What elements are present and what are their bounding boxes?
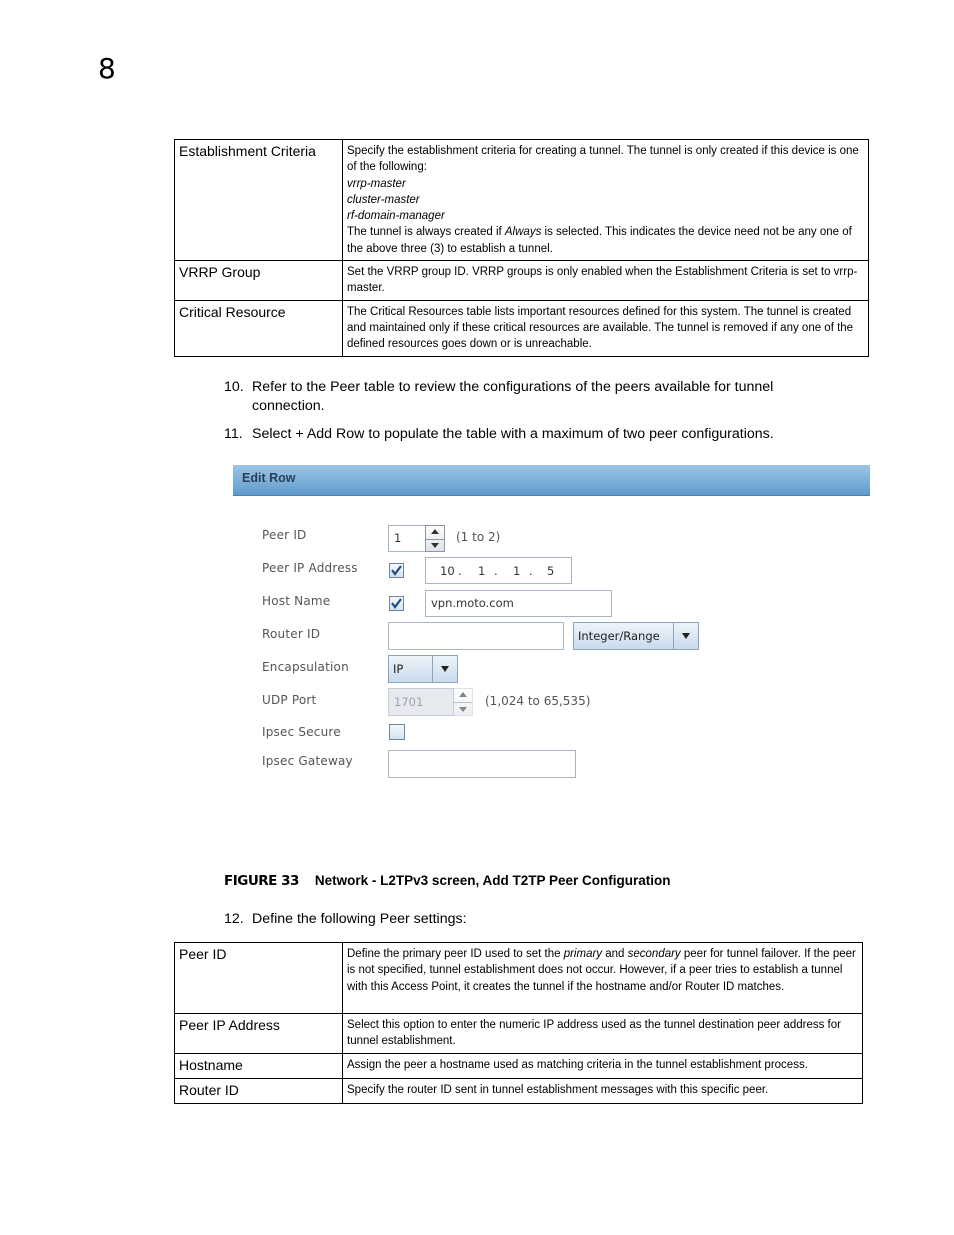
- description-text: The tunnel is always created if: [347, 226, 505, 239]
- description-text: and: [602, 948, 628, 960]
- edit-row-screenshot: [233, 465, 870, 805]
- table-row: [175, 261, 869, 301]
- step-number: 11.: [224, 426, 243, 442]
- chevron-down-icon[interactable]: [432, 656, 457, 682]
- description-text: is selected. This indicates the device need not be any one of the above three (3) to establish a tunnel.: [347, 226, 852, 255]
- table-row: [175, 1078, 863, 1103]
- term-cell: Critical Resource: [175, 300, 343, 356]
- emphasis-text: secondary: [627, 948, 681, 960]
- term-cell: Hostname: [175, 1053, 343, 1078]
- step-text: Select: [252, 426, 296, 442]
- term-cell: Establishment Criteria: [175, 140, 343, 261]
- arrow-up-icon[interactable]: [459, 692, 467, 697]
- arrow-down-icon[interactable]: [431, 543, 439, 548]
- description-text: Define the primary peer ID used to set the: [347, 948, 564, 960]
- host-name-checkbox[interactable]: [389, 596, 404, 611]
- step-item: [224, 425, 844, 444]
- arrow-down-icon[interactable]: [459, 707, 467, 712]
- ip-octet-1: 10: [440, 564, 455, 578]
- option-text: vrrp-master: [347, 177, 406, 190]
- udp-port-spinner[interactable]: [453, 688, 473, 716]
- step-number: 12.: [224, 911, 244, 927]
- ui-term: Peer: [379, 911, 410, 927]
- ipsec-gateway-input[interactable]: [388, 750, 576, 778]
- encapsulation-value: IP: [393, 662, 404, 676]
- peer-settings-table: [174, 942, 863, 1104]
- description-cell: [343, 943, 863, 1014]
- table-row: [175, 1014, 863, 1054]
- ip-octet-2: 1: [478, 564, 486, 578]
- router-id-input[interactable]: [388, 622, 564, 650]
- ui-term: + Add Row: [295, 426, 365, 442]
- emphasis-text: primary: [563, 948, 603, 960]
- peer-ip-input[interactable]: 10 . 1 . 1 . 5: [425, 557, 572, 584]
- term-cell: Router ID: [175, 1078, 343, 1103]
- ipsec-secure-label: Ipsec Secure: [262, 725, 341, 739]
- description-cell: Select this option to enter the numeric IP address used as the tunnel destination peer address for tunnel establishment.: [343, 1014, 863, 1054]
- udp-port-input[interactable]: 1701: [388, 688, 454, 716]
- checkmark-icon: [390, 597, 403, 610]
- criteria-table: [174, 139, 869, 357]
- step-item: [224, 378, 844, 416]
- table-row: [175, 140, 869, 261]
- peer-id-range: (1 to 2): [456, 530, 501, 544]
- table-row: [175, 943, 863, 1014]
- option-text: cluster-master: [347, 193, 420, 206]
- ui-term: Peer: [330, 379, 361, 395]
- description-cell: Specify the router ID sent in tunnel establishment messages with this specific peer.: [343, 1078, 863, 1103]
- arrow-up-icon[interactable]: [431, 529, 439, 534]
- description-text: Specify the establishment criteria for creating a tunnel. The tunnel is only created if this device is one of the following:: [347, 145, 859, 174]
- step-number: 10.: [224, 379, 244, 395]
- ip-octet-4: 5: [547, 564, 555, 578]
- description-cell: Assign the peer a hostname used as matching criteria in the tunnel establishment process.: [343, 1053, 863, 1078]
- figure-caption: [224, 873, 670, 889]
- chevron-down-icon[interactable]: [673, 623, 698, 649]
- peer-id-input[interactable]: 1: [388, 525, 426, 552]
- step-text: to populate the table with a maximum of two peer configurations.: [364, 426, 774, 442]
- figure-label: FIGURE 33: [224, 873, 299, 889]
- udp-port-label: UDP Port: [262, 693, 317, 707]
- option-text: rf-domain-manager: [347, 210, 445, 223]
- checkmark-icon: [390, 564, 403, 577]
- peer-id-label: Peer ID: [262, 528, 307, 542]
- peer-ip-checkbox[interactable]: [389, 563, 404, 578]
- term-cell: VRRP Group: [175, 261, 343, 301]
- emphasis-text: Always: [504, 226, 542, 239]
- udp-port-range: (1,024 to 65,535): [485, 694, 591, 708]
- step-text: Refer to the: [252, 379, 331, 395]
- ipsec-secure-checkbox[interactable]: [389, 724, 405, 740]
- step-text: settings:: [409, 911, 467, 927]
- host-name-input[interactable]: vpn.moto.com: [425, 590, 612, 617]
- peer-id-spinner[interactable]: [425, 525, 445, 552]
- step-item: [224, 910, 844, 929]
- step-text: Define the following: [252, 911, 380, 927]
- table-row: [175, 1053, 863, 1078]
- table-row: [175, 300, 869, 356]
- description-cell: The Critical Resources table lists important resources defined for this system. The tunnel is created and maintained only if these critical resources are available. The tunnel is removed if any one of the defined resources goes down or is unreachable.: [343, 300, 869, 356]
- ipsec-gateway-label: Ipsec Gateway: [262, 754, 353, 768]
- chapter-number: 8: [98, 52, 116, 85]
- router-id-label: Router ID: [262, 627, 321, 641]
- figure-title: Network - L2TPv3 screen, Add T2TP Peer Configuration: [314, 873, 671, 888]
- dialog-title: Edit Row: [242, 471, 296, 485]
- host-name-label: Host Name: [262, 594, 331, 608]
- step-text: table to review the configurations of the peers available for tunnel connection.: [252, 379, 774, 414]
- term-cell: Peer ID: [175, 943, 343, 1014]
- ip-octet-3: 1: [513, 564, 521, 578]
- description-cell: [343, 140, 869, 261]
- description-cell: Set the VRRP group ID. VRRP groups is only enabled when the Establishment Criteria is set to vrrp-master.: [343, 261, 869, 301]
- encapsulation-select[interactable]: [388, 655, 458, 683]
- term-cell: Peer IP Address: [175, 1014, 343, 1054]
- router-id-type-value: Integer/Range: [578, 629, 660, 643]
- router-id-type-select[interactable]: [573, 622, 699, 650]
- encapsulation-label: Encapsulation: [262, 660, 349, 674]
- description-text: peer for tunnel failover. If the peer is not specified, tunnel establishment does not occur. However, if a peer tries to establish a tunnel with this Access Point, it creates the tunnel if the hostname and/or Router ID matches.: [347, 948, 856, 993]
- dialog-header: [233, 465, 870, 496]
- peer-ip-label: Peer IP Address: [262, 561, 358, 575]
